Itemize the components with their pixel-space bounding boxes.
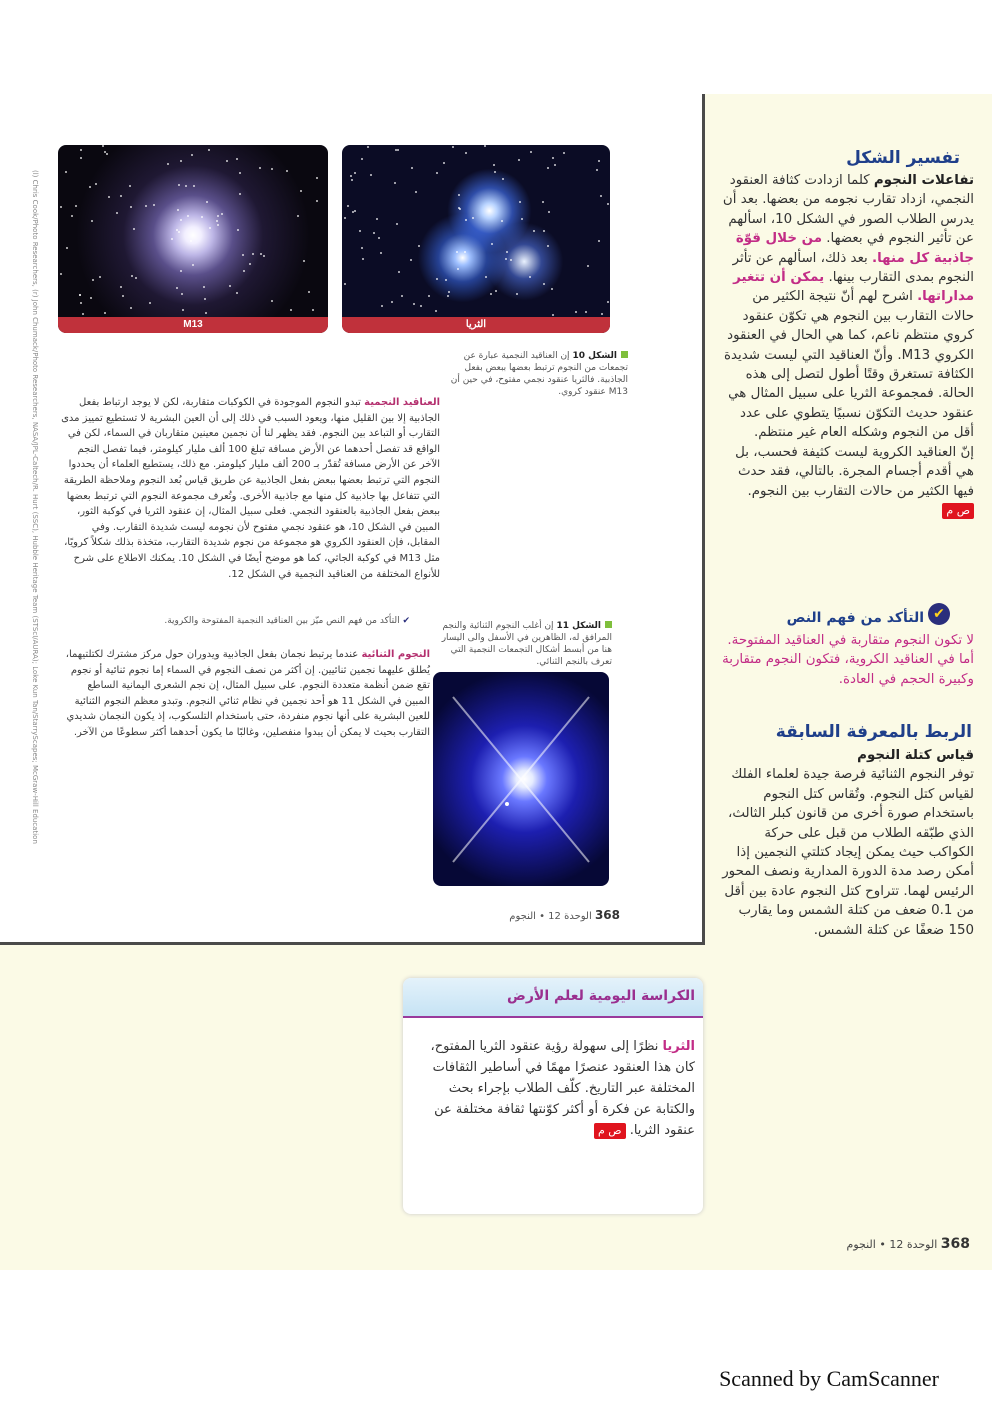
journal-title: الكراسة اليومية لعلم الأرض bbox=[507, 988, 695, 1004]
star-dot bbox=[79, 294, 81, 296]
star-dot bbox=[153, 204, 155, 206]
star-dot bbox=[490, 293, 492, 295]
prior-knowledge-text: توفر النجوم الثنائية فرصة جيدة لعلماء الفلك لقياس كتل النجوم. وتُقاس كتل النجوم باستخدام صورة أخرى من قانون كبلر الثالث، الذي طبّقه الطلاب من قبل على حركة الكواكب حيث يمكن إيجاد كتلتي النجمين إذا أمكن رصد مدة الدورة المدارية ونصف المحور الرئيس لهما. تتراوح كتل النجوم عادة بين أقل من 0.1 ضعف من كتلة الشمس وما يقارب 150 ضعفًا عن كتلة الشمس. bbox=[722, 767, 974, 938]
star-dot bbox=[176, 287, 178, 289]
star-dot bbox=[271, 168, 273, 170]
star-dot bbox=[297, 215, 299, 217]
checkmark-icon: ✔ bbox=[928, 603, 950, 625]
star-dot bbox=[551, 288, 553, 290]
star-dot bbox=[485, 276, 487, 278]
star-dot bbox=[420, 305, 422, 307]
star-dot bbox=[60, 206, 62, 208]
star-dot bbox=[95, 183, 97, 185]
star-dot bbox=[495, 290, 497, 292]
star-dot bbox=[354, 210, 356, 212]
star-dot bbox=[506, 251, 508, 253]
m13-cluster-photo bbox=[58, 145, 328, 333]
star-dot bbox=[521, 218, 523, 220]
star-dot bbox=[180, 219, 182, 221]
star-dot bbox=[370, 174, 372, 176]
star-dot bbox=[242, 254, 244, 256]
check-icon-small: ✔ bbox=[402, 616, 410, 626]
star-dot bbox=[552, 157, 554, 159]
star-dot bbox=[361, 247, 363, 249]
star-dot bbox=[243, 270, 245, 272]
check-understanding-answer: لا تكون النجوم متقاربة في العناقيد المفتوحة. أما في العناقيد الكروية، فتكون النجوم متقاربة وكبيرة الحجم في العادة. bbox=[722, 633, 974, 687]
star-dot bbox=[182, 309, 184, 311]
star-dot bbox=[457, 268, 459, 270]
star-dot bbox=[203, 286, 205, 288]
figure-10-caption bbox=[440, 350, 628, 398]
clusters-paragraph bbox=[60, 395, 440, 582]
sirius-binary-photo bbox=[433, 672, 609, 886]
star-dot bbox=[263, 255, 265, 257]
interpret-answer-2: يمكن أن تتغير مداراتها. bbox=[733, 270, 974, 305]
star-dot bbox=[344, 217, 346, 219]
prior-knowledge-subhead: قياس كتلة النجوم bbox=[857, 748, 974, 763]
star-dot bbox=[542, 201, 544, 203]
star-dot bbox=[226, 160, 228, 162]
star-dot bbox=[367, 146, 369, 148]
star-dot bbox=[180, 160, 182, 162]
journal-lead: الثريا bbox=[662, 1039, 695, 1054]
star-dot bbox=[205, 312, 207, 314]
star-dot bbox=[191, 154, 193, 156]
student-edition-badge: ص م bbox=[942, 503, 974, 519]
star-dot bbox=[352, 211, 354, 213]
star-dot bbox=[80, 149, 82, 151]
star-dot bbox=[443, 162, 445, 164]
student-page-number: 368 bbox=[594, 908, 620, 922]
star-dot bbox=[458, 194, 460, 196]
star-dot bbox=[187, 215, 189, 217]
star-dot bbox=[510, 259, 512, 261]
star-dot bbox=[217, 215, 219, 217]
figure-11-caption bbox=[430, 620, 612, 668]
star-dot bbox=[410, 259, 412, 261]
star-dot bbox=[484, 145, 486, 147]
star-dot bbox=[530, 151, 532, 153]
clusters-text: تبدو النجوم الموجودة في الكوكبات متقاربة، لكن لا يوجد ارتباط بفعل الجاذبية إلا بين القليل منها، ويعود السبب في ذلك إلى أن العين البشرية لا تستطيع تمييز مدى التقارب أو التباعد بين النجوم. فقد يظهر لنا أن نجمين معينين متقاربان في السماء، لكن في الواقع قد تفصل أحدهما عن الأرض مسافة تبلغ 100 ألف مليار كيلومتر، فيما تفصل النجم الآخر عن الأرض مسافة تُقدّر بـ 200 ألف مليار كيلومتر. مع ذلك، يستطيع العلماء أن يحددوا النجوم التي ترتبط بعضها ببعض بفعل الجاذبية عن طريق قياس بُعد النجوم وملاحظة الطريقة التي تتفاعل بها جاذبية كل منها مع جاذبية الأخرى. وتُعرف مجموعة النجوم التي ترتبط بعضها ببعض بفعل الجاذبية بالعنقود النجمي. فعلى سبيل المثال، إن عنقود الثريا في كوكبة الثور، المبين في الشكل 10، هو عنقود نجمي مفتوح لأن نجومه ليست شديدة التقارب. وفي المقابل، فإن العنقود الكروي هو مجموعة من نجوم شديدة التقارب، متخذة بذلك شكلاً كرويًا، مثل M13 في كوكبة الجاثي، كما هو موضح أيضًا في الشكل 10. يمكنك الاطلاع على شرح للأنواع المختلفة من العناقيد النجمية في الشكل 12. bbox=[61, 397, 440, 580]
photo-credits: (l) Chris Cook/Photo Researchers, (r) John Chumack/Photo Researchers, NASA/JPL-Caltech/R. Hurt (SSC), Hubble Heritage Team (STScI/AURA); Loke Kun Tan/StarryScapes; McGraw-Hill Education bbox=[31, 170, 39, 844]
star-dot bbox=[380, 252, 382, 254]
star-dot bbox=[548, 211, 550, 213]
star-dot bbox=[216, 220, 218, 222]
star-dot bbox=[217, 224, 219, 226]
star-dot bbox=[60, 273, 62, 275]
figure-11-label: الشكل 11 bbox=[556, 621, 601, 631]
star-dot bbox=[436, 278, 438, 280]
star-dot bbox=[204, 298, 206, 300]
star-dot bbox=[401, 295, 403, 297]
star-dot bbox=[359, 230, 361, 232]
reading-check-text: التأكد من فهم النص ميّز بين العناقيد النجمية المفتوحة والكروية. bbox=[164, 616, 400, 626]
interpret-answer-1: من خلال قوّة جاذبية كل منها. bbox=[735, 231, 974, 266]
star-dot bbox=[178, 184, 180, 186]
star-dot bbox=[303, 260, 305, 262]
star-dot bbox=[239, 172, 241, 174]
star-dot bbox=[171, 238, 173, 240]
star-dot bbox=[601, 313, 603, 315]
binary-text: عندما يرتبط نجمان بفعل الجاذبية ويدوران حول مركز مشترك لكتلتيهما، يُطلق عليهما نجمين ثنائيين. إن أكثر من نصف النجوم في السماء إما نجوم ثنائية أو نجوم تقع ضمن أنظمة متعددة النجوم. على سبيل المثال، إن نجم الشعرى اليمانية الساطع المبين في الشكل 11 هو أحد نجمين في نظام ثنائي النجوم. وتبدو معظم النجوم الثنائية للعين البشرية على أنها نجوم منفردة، حتى باستخدام التلسكوب، إذ يكون النجمان شديدي التقارب بحيث لا يمكن أن يبدوا منفصلين، وغالبًا ما يكون أحدهما أكثر سطوعًا من الآخر. bbox=[65, 649, 430, 738]
bullet-icon bbox=[621, 351, 628, 358]
interpret-p4: إنّ العناقيد الكروية ليست كثيفة فحسب، بل هي أقدم أجسام المجرة. بالتالي، فقد حدث فيها الكثير من حالات التقارب بين النجوم. bbox=[735, 444, 974, 499]
interpret-p3: اشرح لهم أنّ نتيجة الكثير من حالات التقارب بين النجوم هي تكوّن عنقود كروي منتظم ناعم، كما هي الحال في العنقود الكروي M13. وأنّ العناقيد التي ليست شديدة الكثافة تستغرق وقتًا أطول لتصل إلى هذه الحالة. فمجموعة الثريا على سبيل المثال هي عنقود حديث التكوّن نسبيًا يتطوي على عدد أقل من النجوم وشكله العام غير منتظم. bbox=[723, 289, 974, 441]
star-dot bbox=[354, 172, 356, 174]
star-dot bbox=[178, 231, 180, 233]
star-dot bbox=[177, 209, 179, 211]
star-dot bbox=[552, 314, 554, 316]
star-dot bbox=[585, 311, 587, 313]
star-dot bbox=[236, 292, 238, 294]
star-dot bbox=[575, 311, 577, 313]
star-dot bbox=[362, 258, 364, 260]
star-dot bbox=[80, 157, 82, 159]
star-dot bbox=[518, 159, 520, 161]
star-dot bbox=[373, 232, 375, 234]
clusters-heading: العناقيد النجمية bbox=[364, 397, 440, 408]
star-dot bbox=[190, 240, 192, 242]
star-dot bbox=[598, 240, 600, 242]
star-dot bbox=[394, 182, 396, 184]
star-dot bbox=[209, 227, 211, 229]
star-dot bbox=[108, 196, 110, 198]
star-dot bbox=[71, 215, 73, 217]
journal-text: نظرًا إلى سهولة رؤية عنقود الثريا المفتوح، كان هذا العنقود عنصرًا مهمًا في أساطير الثقافات المختلفة عبر التاريخ. كلّف الطلاب بإجراء بحث والكتابة عن فكرة أو أكثر كوّنتها ثقافة مختلفة عن عنقود الثريا. bbox=[430, 1039, 695, 1138]
prior-knowledge-title: الربط بالمعرفة السابقة bbox=[775, 722, 972, 742]
star-dot bbox=[533, 230, 535, 232]
star-dot bbox=[193, 185, 195, 187]
earth-science-journal-box bbox=[403, 978, 703, 1214]
star-dot bbox=[563, 152, 565, 154]
star-dot bbox=[456, 251, 458, 253]
star-dot bbox=[260, 253, 262, 255]
star-dot bbox=[491, 243, 493, 245]
interpret-p1: كلما ازدادت كثافة العنقود النجمي، ازداد تقارب نجومه من بعضها. بعد أن يدرس الطلاب الصور في الشكل 10، اسألهم عن تأثير النجوم في بعضها. bbox=[722, 173, 974, 247]
star-dot bbox=[381, 305, 383, 307]
star-dot bbox=[208, 149, 210, 151]
interpret-figure-body bbox=[722, 171, 974, 520]
star-dot bbox=[418, 245, 420, 247]
interpret-figure-title: تفسير الشكل bbox=[846, 148, 960, 168]
star-dot bbox=[494, 171, 496, 173]
pleiades-photo bbox=[342, 145, 610, 333]
star-dot bbox=[413, 303, 415, 305]
star-dot bbox=[435, 310, 437, 312]
star-dot bbox=[149, 302, 151, 304]
star-dot bbox=[104, 312, 106, 314]
star-dot bbox=[543, 283, 545, 285]
star-dot bbox=[129, 185, 131, 187]
star-dot bbox=[501, 220, 503, 222]
star-dot bbox=[505, 258, 507, 260]
star-dot bbox=[351, 179, 353, 181]
star-dot bbox=[135, 277, 137, 279]
star-dot bbox=[130, 206, 132, 208]
star-dot bbox=[180, 270, 182, 272]
diffraction-spikes bbox=[433, 672, 609, 886]
bullet-icon bbox=[605, 621, 612, 628]
star-dot bbox=[445, 279, 447, 281]
star-dot bbox=[206, 201, 208, 203]
star-dot bbox=[106, 153, 108, 155]
star-dot bbox=[391, 301, 393, 303]
star-dot bbox=[131, 275, 133, 277]
star-dot bbox=[411, 167, 413, 169]
star-dot bbox=[312, 309, 314, 311]
star-dot bbox=[89, 186, 91, 188]
star-dot bbox=[472, 217, 474, 219]
star-dot bbox=[516, 293, 518, 295]
star-dot bbox=[82, 313, 84, 315]
star-dot bbox=[167, 163, 169, 165]
star-dot bbox=[90, 297, 92, 299]
star-dot bbox=[120, 286, 122, 288]
reading-check bbox=[110, 616, 410, 626]
star-dot bbox=[99, 276, 101, 278]
star-dot bbox=[607, 301, 609, 303]
star-dot bbox=[80, 302, 82, 304]
star-dot bbox=[600, 195, 602, 197]
star-dot bbox=[92, 279, 94, 281]
star-dot bbox=[448, 291, 450, 293]
page-number: 368 bbox=[940, 1236, 970, 1252]
star-dot bbox=[259, 167, 261, 169]
star-dot bbox=[120, 195, 122, 197]
m13-label: M13 bbox=[58, 317, 328, 333]
interpret-p2: بعد ذلك، اسألهم عن تأثر النجوم بمدى التقارب بينها. bbox=[732, 250, 974, 286]
figure-10-label: الشكل 10 bbox=[572, 351, 617, 361]
star-dot bbox=[465, 152, 467, 154]
prior-knowledge-body bbox=[722, 746, 974, 940]
star-dot bbox=[181, 293, 183, 295]
pleiades-label: الثريا bbox=[342, 317, 610, 333]
star-dot bbox=[347, 205, 349, 207]
check-understanding-title: التأكد من فهم النص bbox=[786, 610, 924, 626]
binary-paragraph bbox=[60, 647, 430, 741]
star-dot bbox=[252, 253, 254, 255]
star-dot bbox=[452, 146, 454, 148]
star-dot bbox=[529, 276, 531, 278]
star-dot bbox=[465, 219, 467, 221]
star-dot bbox=[447, 295, 449, 297]
journal-badge: ص م bbox=[594, 1123, 626, 1139]
binary-heading: النجوم الثنائية bbox=[361, 649, 430, 660]
star-dot bbox=[378, 237, 380, 239]
interpret-lead: تفاعلات النجوم bbox=[873, 173, 974, 188]
star-dot bbox=[587, 265, 589, 267]
star-dot bbox=[547, 245, 549, 247]
star-dot bbox=[543, 230, 545, 232]
star-dot bbox=[122, 295, 124, 297]
figure-10-text: إن العناقيد النجمية عبارة عن تجمعات من النجوم ترتبط بعضها ببعض بفعل الجاذبية. فالثريا عنقود نجمي مفتوح، في حين أن M13 عنقود كروي. bbox=[450, 351, 628, 397]
star-dot bbox=[397, 149, 399, 151]
star-dot bbox=[221, 213, 223, 215]
star-dot bbox=[201, 216, 203, 218]
star-dot bbox=[286, 170, 288, 172]
star-dot bbox=[116, 212, 118, 214]
star-dot bbox=[547, 167, 549, 169]
star-dot bbox=[493, 164, 495, 166]
figure-11-text: إن أغلب النجوم الثنائية والنجم المرافق له، الظاهرين في الأسفل والى اليسار هنا من أبسط أشكال التجمعات النجمية التي تعرف بالنجم الثنائي. bbox=[441, 621, 612, 667]
star-dot bbox=[130, 307, 132, 309]
star-dot bbox=[596, 169, 598, 171]
star-dot bbox=[91, 220, 93, 222]
star-dot bbox=[502, 178, 504, 180]
star-dot bbox=[436, 172, 438, 174]
student-page-unit: الوحدة 12 • النجوم bbox=[509, 911, 592, 922]
star-dot bbox=[376, 218, 378, 220]
star-dot bbox=[554, 164, 556, 166]
star-dot bbox=[598, 160, 600, 162]
journal-body bbox=[413, 1036, 695, 1141]
star-dot bbox=[66, 247, 68, 249]
star-dot bbox=[415, 191, 417, 193]
star-dot bbox=[229, 285, 231, 287]
star-dot bbox=[75, 205, 77, 207]
star-dot bbox=[344, 283, 346, 285]
star-dot bbox=[192, 264, 194, 266]
journal-header bbox=[403, 978, 703, 1018]
star-dot bbox=[249, 263, 251, 265]
page-unit: الوحدة 12 • النجوم bbox=[846, 1238, 938, 1251]
star-dot bbox=[133, 228, 135, 230]
star-dot bbox=[396, 223, 398, 225]
star-dot bbox=[290, 309, 292, 311]
star-dot bbox=[428, 295, 430, 297]
star-dot bbox=[271, 300, 273, 302]
star-dot bbox=[239, 193, 241, 195]
page-footer bbox=[780, 1236, 970, 1252]
star-dot bbox=[398, 271, 400, 273]
star-dot bbox=[300, 190, 302, 192]
star-dot bbox=[350, 175, 352, 177]
star-dot bbox=[237, 229, 239, 231]
star-dot bbox=[145, 205, 147, 207]
star-dot bbox=[185, 185, 187, 187]
star-dot bbox=[316, 177, 318, 179]
star-dot bbox=[316, 200, 318, 202]
star-dot bbox=[519, 201, 521, 203]
star-dot bbox=[308, 291, 310, 293]
star-dot bbox=[102, 145, 104, 147]
student-page-footer bbox=[470, 908, 620, 922]
star-dot bbox=[65, 171, 67, 173]
star-dot bbox=[236, 158, 238, 160]
star-dot bbox=[607, 203, 609, 205]
star-dot bbox=[361, 158, 363, 160]
star-dot bbox=[464, 251, 466, 253]
scanner-watermark: Scanned by CamScanner bbox=[719, 1366, 939, 1391]
